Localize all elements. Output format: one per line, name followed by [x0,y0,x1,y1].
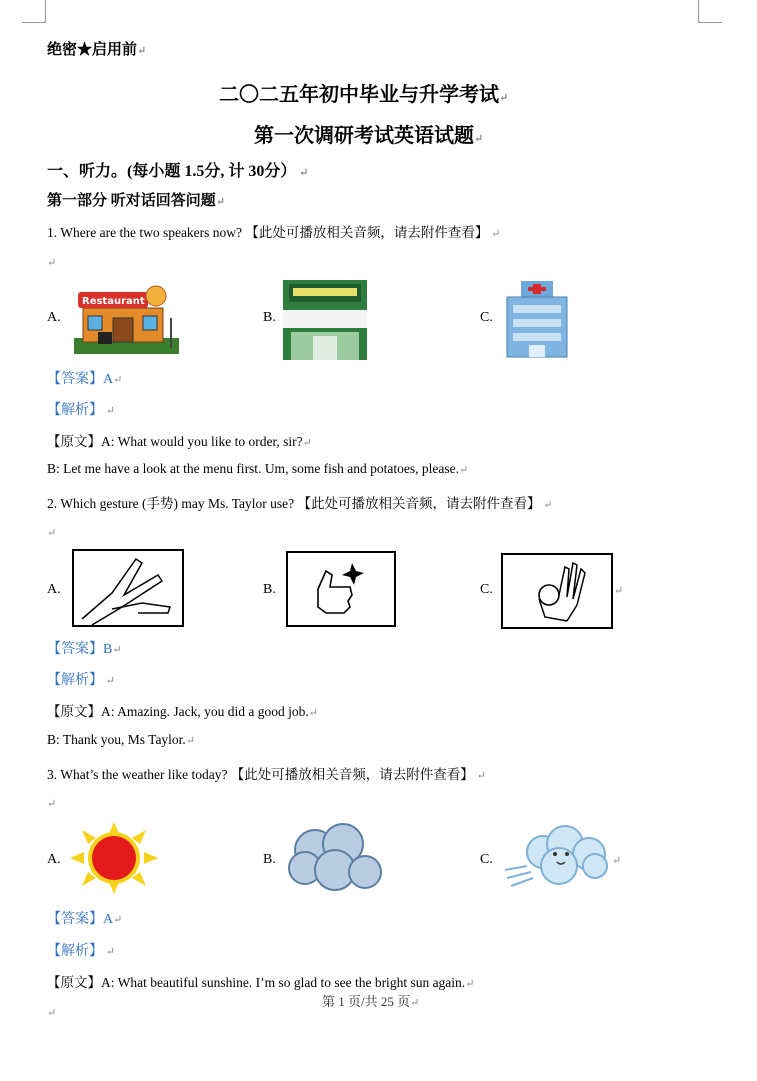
crop-mark-top-left-v [45,0,46,22]
q2-original-line2: B: Thank you, Ms Taylor.↵ [47,732,196,747]
ok-gesture-image [501,553,613,629]
page-footer: 第 1 页/共 25 页↵ [322,994,420,1009]
crop-mark-top-right-v [698,0,699,22]
q2-answer: 【答案】B↵ [47,642,122,657]
windy-cloud-image [503,822,611,894]
q1-original-line2: B: Let me have a look at the menu first. Um, some fish and potatoes, please.↵ [47,461,469,476]
stop-gesture-image [72,549,184,627]
q1-original-line1: 【原文】A: What would you like to order, sir?↵ [47,434,312,449]
q3-option-c-label: C. [480,852,493,867]
q3-option-a-label: A. [47,852,61,867]
cloudy-image [285,822,385,894]
crop-mark-top-right-h [698,22,722,23]
post-office-image [283,280,367,360]
q1-answer: 【答案】A↵ [47,372,123,387]
restaurant-image [68,278,183,358]
page-title-line2: 第一次调研考试英语试题↵ [254,125,484,147]
sun-image [70,822,158,894]
paragraph-mark: ↵ [47,257,57,269]
paragraph-mark: ↵ [614,585,624,597]
thumbs-up-gesture-image [286,551,396,627]
q1-option-c-label: C. [480,310,493,325]
q2-original-line1: 【原文】A: Amazing. Jack, you did a good job.↵ [47,704,318,719]
q3-analysis: 【解析】 ↵ [47,944,115,959]
q1-option-b-label: B. [263,310,276,325]
hospital-image [503,281,571,357]
section-heading: 一、听力。(每小题 1.5分, 计 30分） ↵ [47,163,309,180]
question-1: 1. Where are the two speakers now? 【此处可播放相关音频，请去附件查看】 ↵ [47,225,501,240]
confidential-label: 绝密★启用前↵ [47,42,147,58]
q3-original-line1: 【原文】A: What beautiful sunshine. I’m so glad to see the bright sun again.↵ [47,975,475,990]
q1-option-a-label: A. [47,310,61,325]
paragraph-mark: ↵ [47,1007,57,1019]
q2-option-c-label: C. [480,582,493,597]
question-3: 3. What’s the weather like today? 【此处可播放相关音频，请去附件查看】 ↵ [47,767,486,782]
paragraph-mark: ↵ [612,855,622,867]
q2-option-b-label: B. [263,582,276,597]
q3-option-b-label: B. [263,852,276,867]
q2-option-a-label: A. [47,582,61,597]
paragraph-mark: ↵ [47,527,57,539]
page-title-line1: 二〇二五年初中毕业与升学考试↵ [219,84,509,106]
q1-analysis: 【解析】 ↵ [47,403,115,418]
q3-answer: 【答案】A↵ [47,912,123,927]
q2-analysis: 【解析】 ↵ [47,673,115,688]
svg-text:Restaurant: Restaurant [82,296,145,307]
paragraph-mark: ↵ [47,798,57,810]
part-heading: 第一部分 听对话回答问题↵ [47,193,225,209]
crop-mark-top-left-h [22,22,46,23]
question-2: 2. Which gesture (手势) may Ms. Taylor use? 【此处可播放相关音频，请去附件查看】 ↵ [47,496,553,511]
